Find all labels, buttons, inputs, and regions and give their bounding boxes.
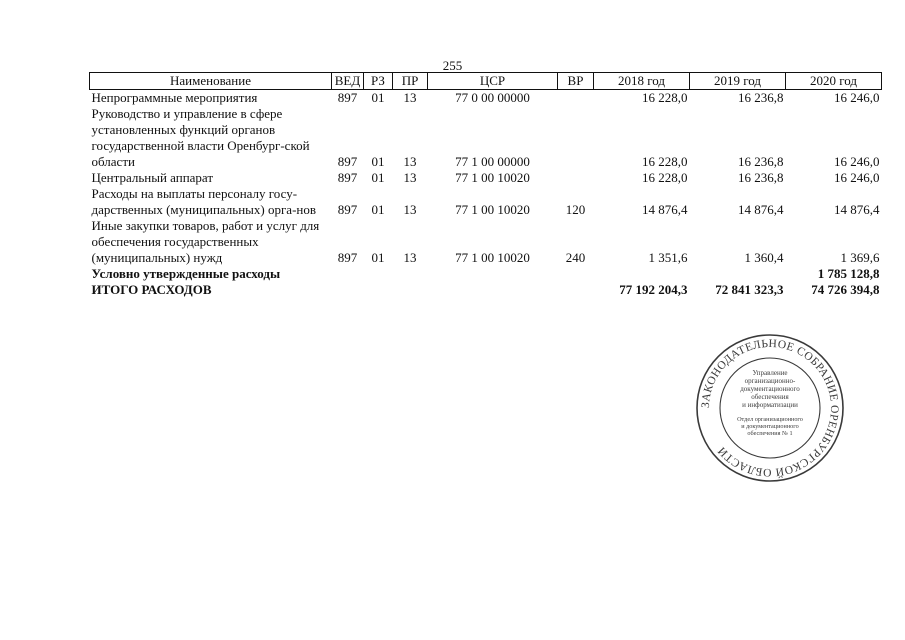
total-row bbox=[90, 282, 882, 298]
conditional-2019 bbox=[690, 266, 786, 282]
header-2020: 2020 год bbox=[786, 73, 882, 90]
table-row bbox=[90, 186, 882, 218]
row-2018: 1 351,6 bbox=[648, 250, 688, 265]
row-csr: 77 1 00 10020 bbox=[455, 202, 530, 217]
total-2019: 72 841 323,3 bbox=[715, 282, 784, 297]
header-rz: РЗ bbox=[364, 73, 393, 90]
row-2020: 16 246,0 bbox=[834, 170, 880, 185]
row-vr bbox=[558, 90, 594, 107]
row-csr: 77 0 00 00000 bbox=[455, 90, 530, 105]
header-pr: ПР bbox=[393, 73, 428, 90]
header-name: Наименование bbox=[90, 73, 332, 90]
row-vr bbox=[558, 170, 594, 186]
row-2020: 14 876,4 bbox=[834, 202, 880, 217]
row-rz: 01 bbox=[371, 202, 385, 217]
row-2020: 16 246,0 bbox=[834, 90, 880, 105]
header-csr: ЦСР bbox=[428, 73, 558, 90]
row-name: Расходы на выплаты персоналу госу-дарственных (муниципальных) орга-нов bbox=[91, 186, 317, 217]
conditional-2018 bbox=[594, 266, 690, 282]
row-2018: 16 228,0 bbox=[642, 170, 688, 185]
total-2020: 74 726 394,8 bbox=[811, 282, 880, 297]
svg-text:и документационного: и документационного bbox=[741, 423, 799, 430]
row-ved: 897 bbox=[337, 154, 358, 169]
row-csr: 77 1 00 10020 bbox=[455, 170, 530, 185]
row-ved: 897 bbox=[337, 170, 358, 185]
conditional-expenses-label: Условно утвержденные расходы bbox=[91, 266, 281, 281]
row-vr: 240 bbox=[565, 250, 586, 265]
total-label: ИТОГО РАСХОДОВ bbox=[91, 282, 212, 297]
row-2018: 14 876,4 bbox=[642, 202, 688, 217]
table-row bbox=[90, 106, 882, 170]
row-name: Руководство и управление в сфере установленных функций органов государственной власти Оренбург-ской области bbox=[91, 106, 310, 169]
row-2019: 1 360,4 bbox=[744, 250, 784, 265]
row-2019: 16 236,8 bbox=[738, 170, 784, 185]
row-vr bbox=[558, 106, 594, 170]
conditional-2020: 1 785 128,8 bbox=[817, 266, 880, 281]
row-ved: 897 bbox=[337, 250, 358, 265]
row-ved: 897 bbox=[337, 90, 358, 105]
official-stamp bbox=[695, 333, 845, 483]
row-pr: 13 bbox=[403, 202, 417, 217]
row-rz: 01 bbox=[371, 90, 385, 105]
row-csr: 77 1 00 10020 bbox=[455, 250, 530, 265]
row-rz: 01 bbox=[371, 250, 385, 265]
svg-text:документационного: документационного bbox=[740, 385, 800, 393]
row-rz: 01 bbox=[371, 170, 385, 185]
row-2020: 16 246,0 bbox=[834, 154, 880, 169]
row-2019: 16 236,8 bbox=[738, 154, 784, 169]
header-ved: ВЕД bbox=[332, 73, 364, 90]
row-2020: 1 369,6 bbox=[840, 250, 880, 265]
row-name: Непрограммные мероприятия bbox=[91, 90, 258, 105]
header-vr: ВР bbox=[558, 73, 594, 90]
row-name: Центральный аппарат bbox=[91, 170, 214, 185]
table-header-row bbox=[90, 73, 882, 90]
row-pr: 13 bbox=[403, 250, 417, 265]
table-row bbox=[90, 218, 882, 266]
row-vr: 120 bbox=[565, 202, 586, 217]
stamp-inner-text bbox=[737, 369, 803, 437]
svg-text:обеспечения № 1: обеспечения № 1 bbox=[747, 430, 793, 437]
header-2019: 2019 год bbox=[690, 73, 786, 90]
conditional-expenses-row bbox=[90, 266, 882, 282]
row-2019: 14 876,4 bbox=[738, 202, 784, 217]
row-name: Иные закупки товаров, работ и услуг для обеспечения государственных (муниципальных) нужд bbox=[91, 218, 320, 265]
row-csr: 77 1 00 00000 bbox=[455, 154, 530, 169]
stamp-outer-text: ЗАКОНОДАТЕЛЬНОЕ СОБРАНИЕ ОРЕНБУРГСКОЙ ОБЛАСТИ bbox=[699, 337, 841, 479]
svg-text:Отдел организационного: Отдел организационного bbox=[737, 416, 803, 423]
row-pr: 13 bbox=[403, 154, 417, 169]
row-2018: 16 228,0 bbox=[642, 90, 688, 105]
header-2018: 2018 год bbox=[594, 73, 690, 90]
row-2018: 16 228,0 bbox=[642, 154, 688, 169]
row-rz: 01 bbox=[371, 154, 385, 169]
row-ved: 897 bbox=[337, 202, 358, 217]
row-pr: 13 bbox=[403, 170, 417, 185]
page-number: 255 bbox=[442, 58, 463, 73]
svg-text:и информатизации: и информатизации bbox=[742, 401, 798, 409]
row-pr: 13 bbox=[403, 90, 417, 105]
row-2019: 16 236,8 bbox=[738, 90, 784, 105]
svg-text:Управление: Управление bbox=[752, 369, 788, 377]
table-row bbox=[90, 170, 882, 186]
table-row bbox=[90, 90, 882, 107]
svg-text:обеспечения: обеспечения bbox=[751, 393, 789, 401]
svg-text:организационно-: организационно- bbox=[744, 377, 796, 385]
total-2018: 77 192 204,3 bbox=[619, 282, 688, 297]
budget-table bbox=[89, 72, 882, 298]
